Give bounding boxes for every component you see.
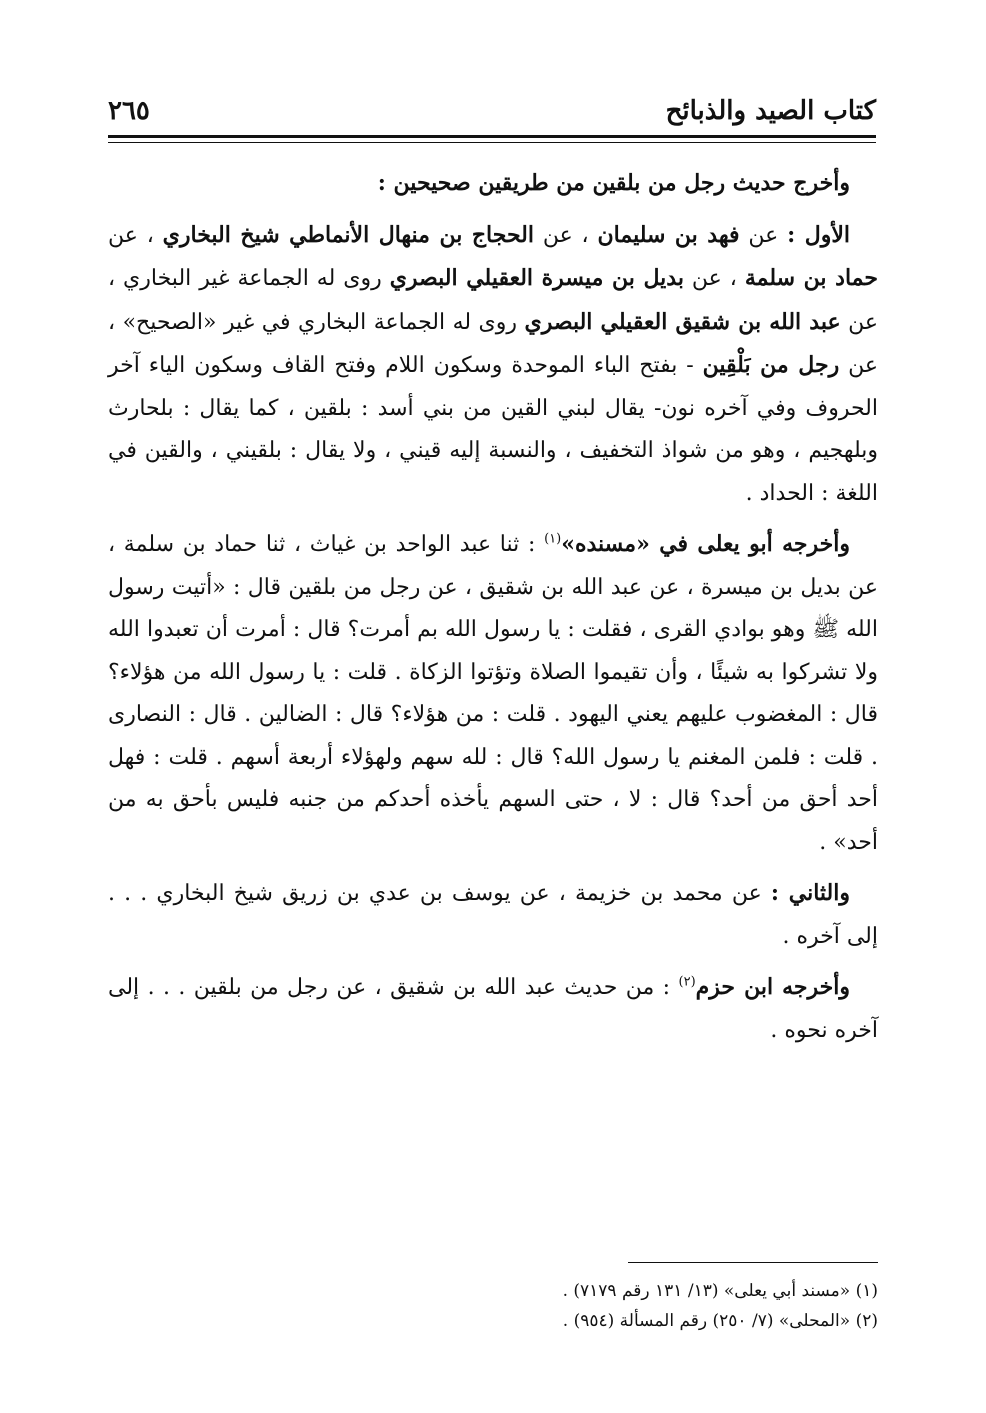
paragraph-second-route	[108, 872, 878, 958]
text-run: وأخرج حديث رجل من بلقين من طريقين صحيحين :	[377, 170, 850, 196]
text-run: عن محمد بن خزيمة ، عن يوسف بن عدي بن زريق شيخ البخاري . . . إلى آخره .	[108, 881, 878, 949]
footnote-2: (٢) «المحلى» (٧/ ٢٥٠) رقم المسألة (٩٥٤) .	[562, 1311, 878, 1331]
text-run: وأخرجه أبو يعلى في «مسنده»	[561, 531, 850, 557]
text-run: عن	[739, 222, 788, 248]
footnote-ref[interactable]: (٢)	[678, 974, 696, 990]
footnote-1: (١) «مسند أبي يعلى» (١٣/ ١٣١ رقم ٧١٧٩) .	[562, 1281, 878, 1301]
page-number: ٢٦٥	[108, 96, 150, 126]
running-header	[108, 92, 876, 138]
text-run: : من حديث عبد الله بن شقيق ، عن رجل من بلقين . . . إلى آخره نحوه .	[108, 975, 878, 1043]
text-run: حماد بن سلمة	[744, 265, 878, 291]
text-run: وأخرجه ابن حزم	[695, 974, 851, 1000]
paragraph-abu-yala	[108, 523, 878, 864]
text-run: روى له الجماعة غير البخاري ، عن	[108, 266, 878, 335]
text-run: : ثنا عبد الواحد بن غياث ، ثنا حماد بن سلمة ، عن بديل بن ميسرة ، عن عبد الله بن شقيق ، عن رجل من بلقين قال : «أتيت رسول الله ﷺ وهو بوادي القرى ، فقلت : يا رسول الله بم أمرت؟ قال : أمرت أن تعبدوا الله ولا تشركوا به شيئًا ، وأن تقيموا الصلاة وتؤتوا الزكاة . قلت : يا رسول الله من هؤلاء؟ قال : المغضوب عليهم يعني اليهود . قلت : من هؤلاء؟ قال : الضالين . قال : النصارى . قلت : فلمن المغنم يا رسول الله؟ قال : لله سهم ولهؤلاء أربعة أسهم . قلت : فهل أحد أحق من أحد؟ قال : لا ، حتى السهم يأخذه أحدكم من جنبه فليس بأحق به من أحد» .	[108, 532, 878, 855]
paragraph-intro	[108, 162, 878, 206]
footnote-separator	[628, 1262, 878, 1263]
footnote-ref[interactable]: (١)	[544, 531, 562, 547]
header-rule	[108, 135, 876, 138]
text-run: الأول :	[787, 221, 850, 248]
text-run: روى له الجماعة البخاري في غير «الصحيح» ، عن	[108, 309, 878, 378]
text-run: - بفتح الباء الموحدة وسكون اللام وفتح القاف وسكون الياء آخر الحروف وفي آخره نون- يقال لبني القين من بني أسد : بلقين ، كما يقال : بلحارث وبلهجيم ، وهو من شواذ التخفيف ، والنسبة إليه قيني ، ولا يقال : بلقيني ، والقين في اللغة : الحداد .	[108, 353, 878, 506]
main-text	[108, 162, 878, 1060]
text-run: الحجاج بن منهال الأنماطي شيخ البخاري	[162, 221, 534, 248]
footnotes	[108, 1276, 878, 1336]
paragraph-ibn-hazm	[108, 966, 878, 1052]
paragraph-first-route	[108, 214, 878, 516]
text-run: ، عن	[533, 222, 598, 248]
text-run: رجل من بَلْقِين	[702, 352, 840, 378]
text-run: فهد بن سليمان	[597, 221, 740, 248]
header-rule-thin	[108, 142, 876, 143]
header-title: كتاب الصيد والذبائح	[665, 96, 876, 126]
text-run: ، عن	[683, 266, 745, 291]
text-run: بديل بن ميسرة العقيلي البصري	[389, 265, 684, 291]
text-run: والثاني :	[770, 880, 850, 906]
text-run: عبد الله بن شقيق العقيلي البصري	[524, 308, 841, 335]
text-run: ، عن	[108, 222, 163, 248]
